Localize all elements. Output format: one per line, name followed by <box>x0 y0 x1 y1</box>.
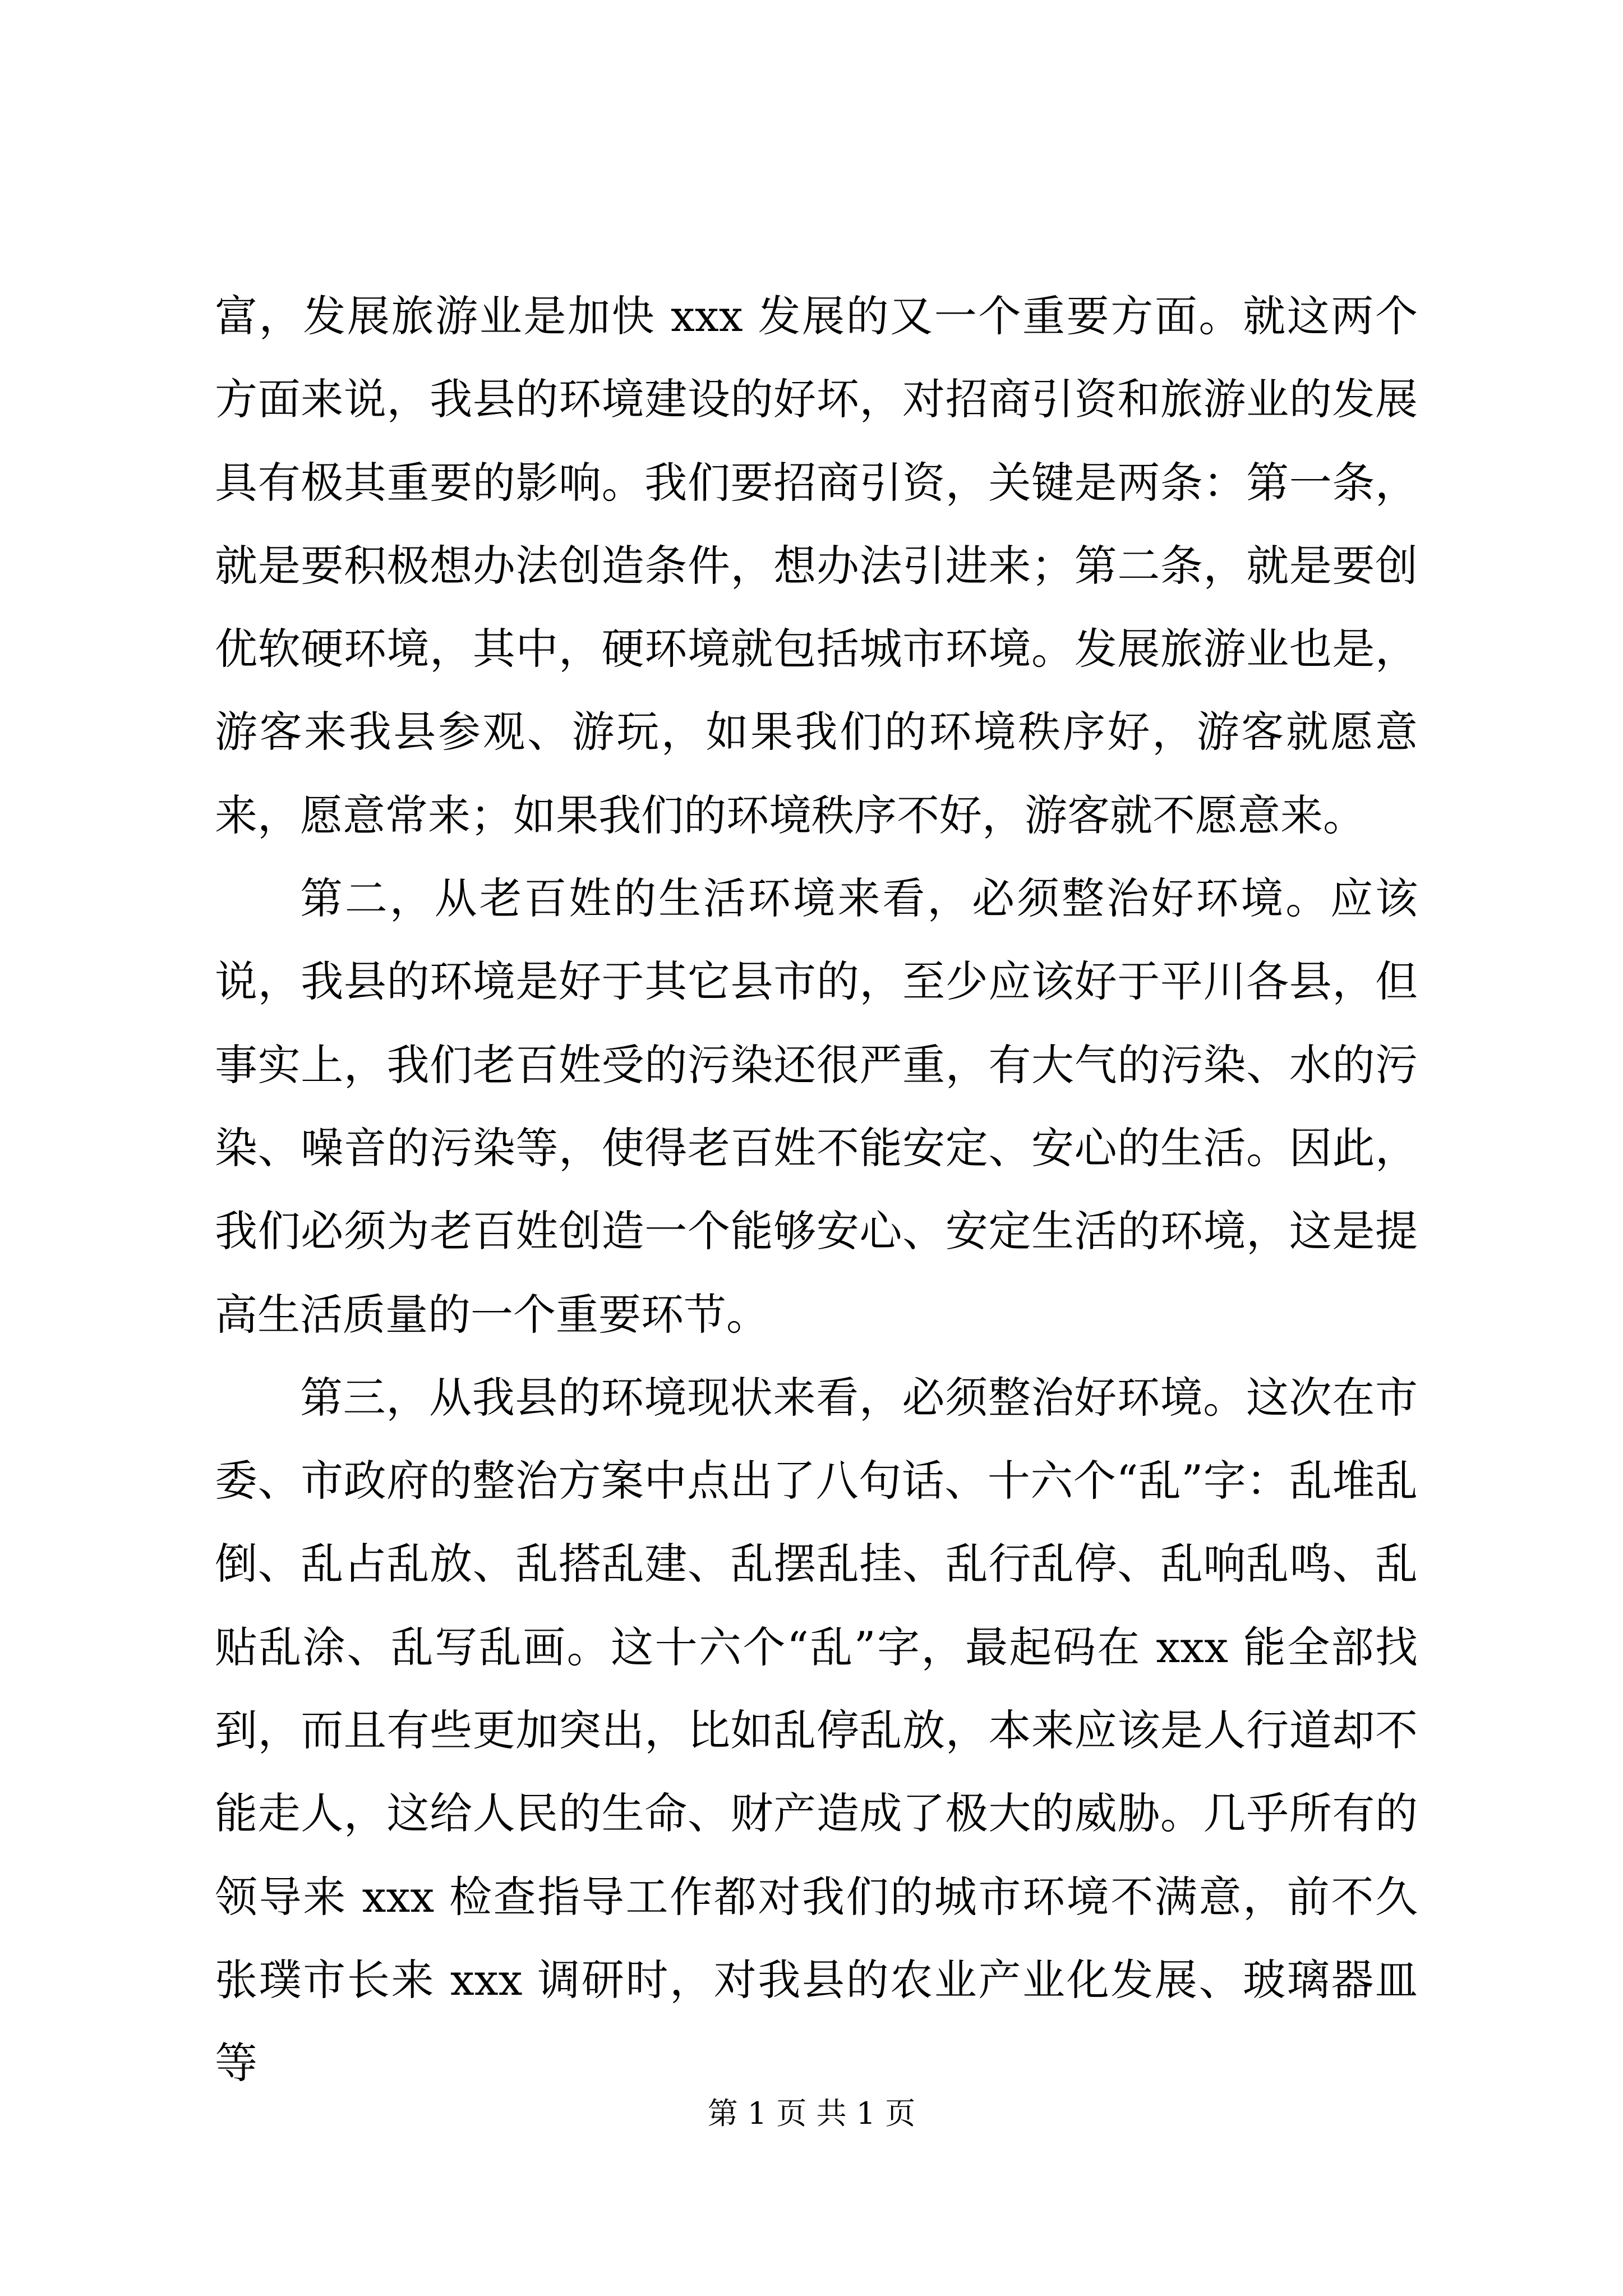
paragraph-environment-status: 第三，从我县的环境现状来看，必须整治好环境。这次在市委、市政府的整治方案中点出了八句话、十六个“乱”字：乱堆乱倒、乱占乱放、乱搭乱建、乱摆乱挂、乱行乱停、乱响乱鸣、乱贴乱涂、乱写乱画。这十六个“乱”字，最起码在 xxx 能全部找到，而且有些更加突出，比如乱停乱放，本来应该是人行道却不能走人，这给人民的生命、财产造成了极大的威胁。几乎所有的领导来 xxx 检查指导工作都对我们的城市环境不满意，前不久张璞市长来 xxx 调研时，对我县的农业产业化发展、玻璃器皿等 <box>215 1372 1418 2088</box>
paragraph-living-environment: 第二，从老百姓的生活环境来看，必须整治好环境。应该说，我县的环境是好于其它县市的，至少应该好于平川各县，但事实上，我们老百姓受的污染还很严重，有大气的污染、水的污染、噪音的污染等，使得老百姓不能安定、安心的生活。因此，我们必须为老百姓创造一个能够安心、安定生活的环境，这是提高生活质量的一个重要环节。 <box>215 873 1418 1340</box>
document-body <box>215 275 1418 2105</box>
paragraph-tourism-investment: 富，发展旅游业是加快 xxx 发展的又一个重要方面。就这两个方面来说，我县的环境建设的好坏，对招商引资和旅游业的发展具有极其重要的影响。我们要招商引资，关键是两条：第一条，就是要积极想办法创造条件，想办法引进来；第二条，就是要创优软硬环境，其中，硬环境就包括城市环境。发展旅游业也是，游客来我县参观、游玩，如果我们的环境秩序好，游客就愿意来，愿意常来；如果我们的环境秩序不好，游客就不愿意来。 <box>215 291 1418 840</box>
page-number-footer: 第 1 页 共 1 页 <box>707 2096 916 2131</box>
